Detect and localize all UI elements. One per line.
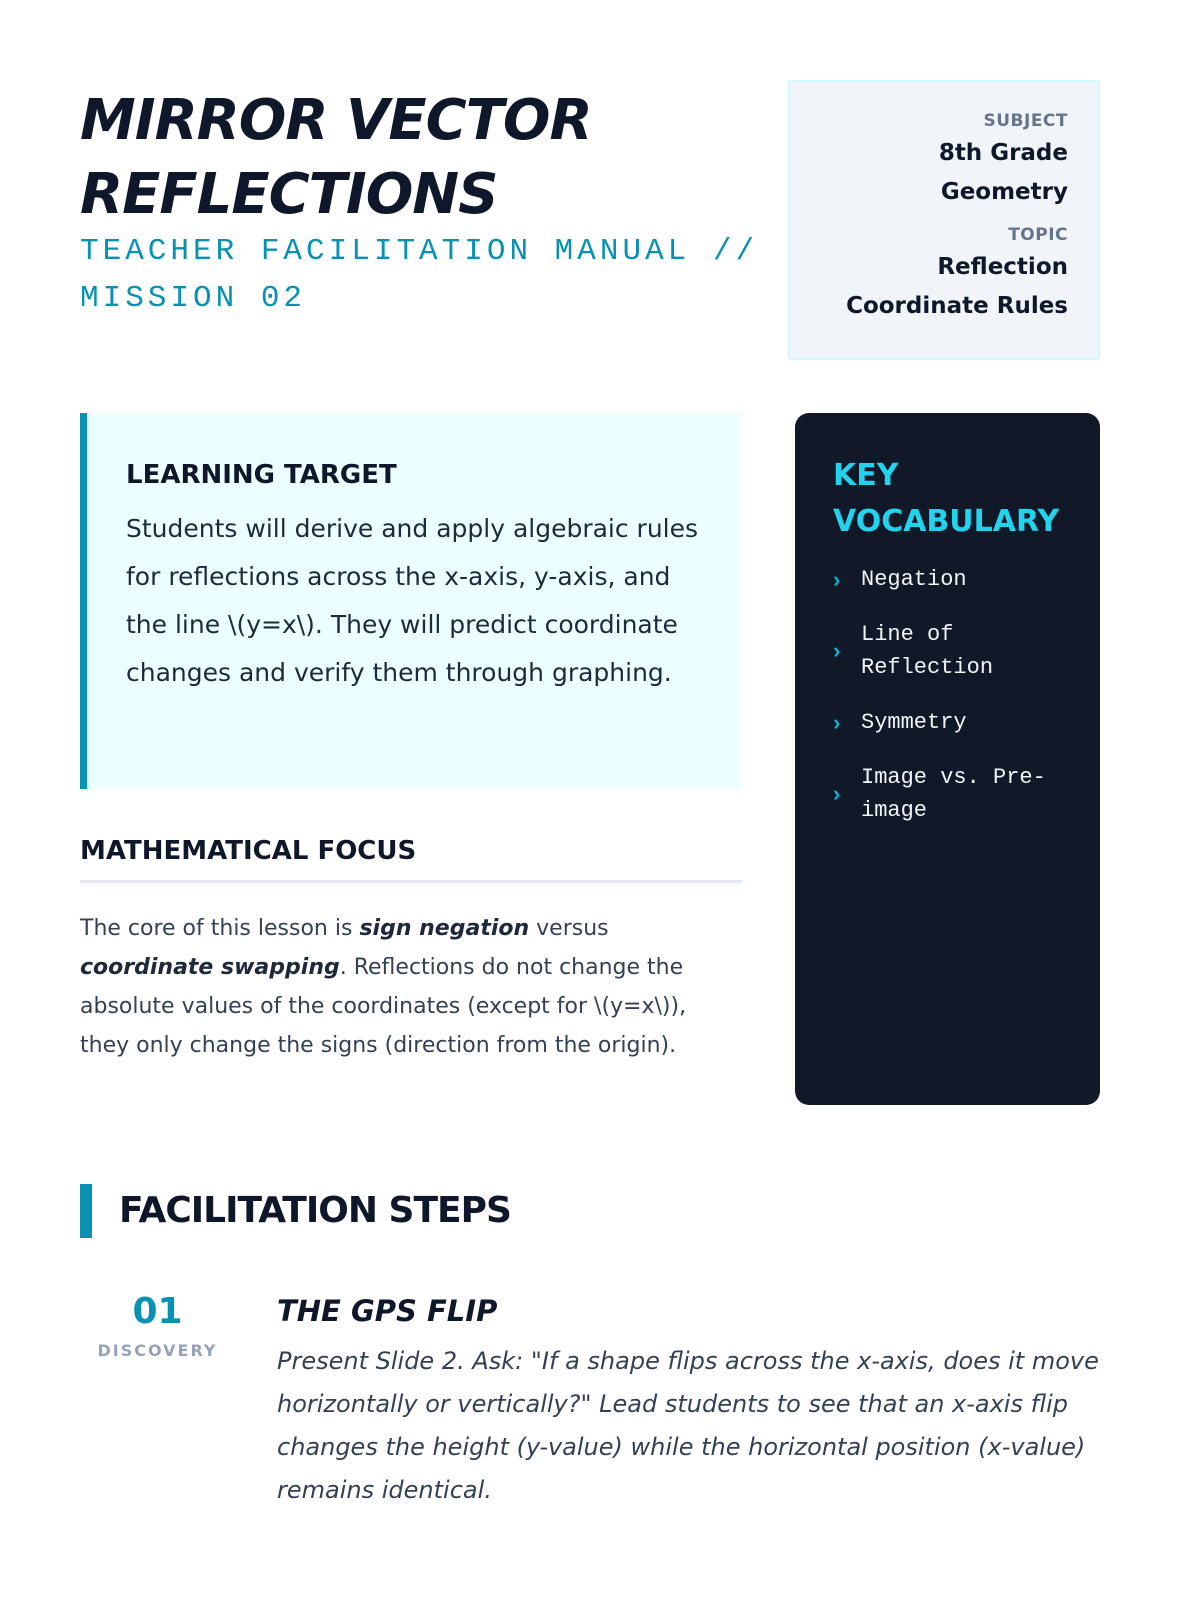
vocab-term-line-1: Negation: [861, 567, 967, 592]
chevron-right-icon: ›: [833, 566, 841, 592]
vocabulary-list: [833, 563, 1070, 827]
vocab-term-line-1: Symmetry: [861, 710, 967, 735]
vocab-term: [861, 706, 967, 739]
vocab-term-line-2: image: [861, 798, 928, 823]
learning-target-box: [80, 413, 742, 789]
subject-value: [820, 134, 1068, 212]
mathematical-focus-section: [80, 828, 742, 1065]
focus-text-part-2: versus: [529, 916, 609, 941]
chevron-right-icon: ›: [833, 709, 841, 735]
learning-target-title: LEARNING TARGET: [126, 460, 397, 490]
topic-value-line-1: Reflection: [937, 254, 1068, 280]
vocab-item-image-vs-pre-image: [833, 761, 1070, 827]
topic-value: [820, 248, 1068, 326]
step-phase-label: DISCOVERY: [97, 1341, 218, 1360]
focus-emphasis-sign-negation: sign negation: [359, 916, 530, 941]
vocab-title-line-2: VOCABULARY: [833, 504, 1060, 539]
vocab-title-line-1: KEY: [833, 458, 899, 493]
key-vocabulary-panel: [795, 413, 1100, 1105]
title-line-2: REFLECTIONS: [80, 162, 498, 227]
title-block: [80, 84, 780, 322]
topic-value-line-2: Coordinate Rules: [846, 293, 1068, 319]
mathematical-focus-text: [80, 909, 742, 1065]
title-line-1: MIRROR VECTOR: [80, 88, 592, 153]
page-title: [80, 84, 780, 232]
step-body: [277, 1288, 1100, 1512]
vocab-term-line-1: Image vs. Pre-: [861, 765, 1046, 790]
facilitation-steps-header: [80, 1184, 511, 1238]
vocab-item-line-of-reflection: [833, 618, 1070, 684]
vocab-item-symmetry: [833, 706, 1070, 739]
page-header: [80, 80, 1100, 370]
topic-label: TOPIC: [1008, 225, 1068, 245]
chevron-right-icon: ›: [833, 638, 841, 663]
learning-target-text: Students will derive and apply algebraic rules for reflections across the x-axis, y-axis, and the line \(y=x\). They will predict coordinate changes and verify them through graphing.: [126, 514, 699, 687]
section-accent-bar: [80, 1184, 92, 1238]
step-title: THE GPS FLIP: [277, 1294, 498, 1328]
vocab-term-line-1: Line of: [861, 622, 954, 647]
subject-value-line-1: 8th Grade: [938, 140, 1068, 166]
step-number: 01: [132, 1291, 183, 1332]
facilitation-steps-title: FACILITATION STEPS: [119, 1190, 511, 1231]
vocab-term: [861, 563, 967, 596]
vocab-item-negation: [833, 563, 1070, 596]
subject-label: SUBJECT: [983, 111, 1068, 131]
focus-text-part-1: The core of this lesson is: [80, 916, 360, 941]
subtitle-line-1: TEACHER FACILITATION MANUAL //: [80, 234, 759, 269]
step-description: Present Slide 2. Ask: "If a shape flips across the x-axis, does it move horizontally or vertically?" Lead students to see that an x-axis flip changes the height (y-value) while the horizontal position (x-value) remains identical.: [277, 1347, 1099, 1504]
subject-value-line-2: Geometry: [940, 179, 1068, 205]
vocab-term-line-2: Reflection: [861, 655, 994, 680]
key-vocabulary-title: [833, 453, 1070, 545]
vocab-term: [861, 761, 1046, 827]
chevron-right-icon: ›: [833, 781, 841, 806]
vocab-term: [861, 618, 993, 684]
focus-emphasis-coordinate-swapping: coordinate swapping: [80, 955, 340, 980]
lesson-meta-card: [788, 80, 1100, 360]
subtitle-line-2: MISSION 02: [80, 281, 307, 316]
focus-text-part-3: . Reflections do not change the absolute values of the coordinates (except for \(y=x\)), they only change the signs (direction from the origin).: [80, 955, 687, 1058]
page-subtitle: [80, 228, 780, 322]
mathematical-focus-title: MATHEMATICAL FOCUS: [80, 828, 742, 883]
step-number-column: [80, 1288, 235, 1364]
